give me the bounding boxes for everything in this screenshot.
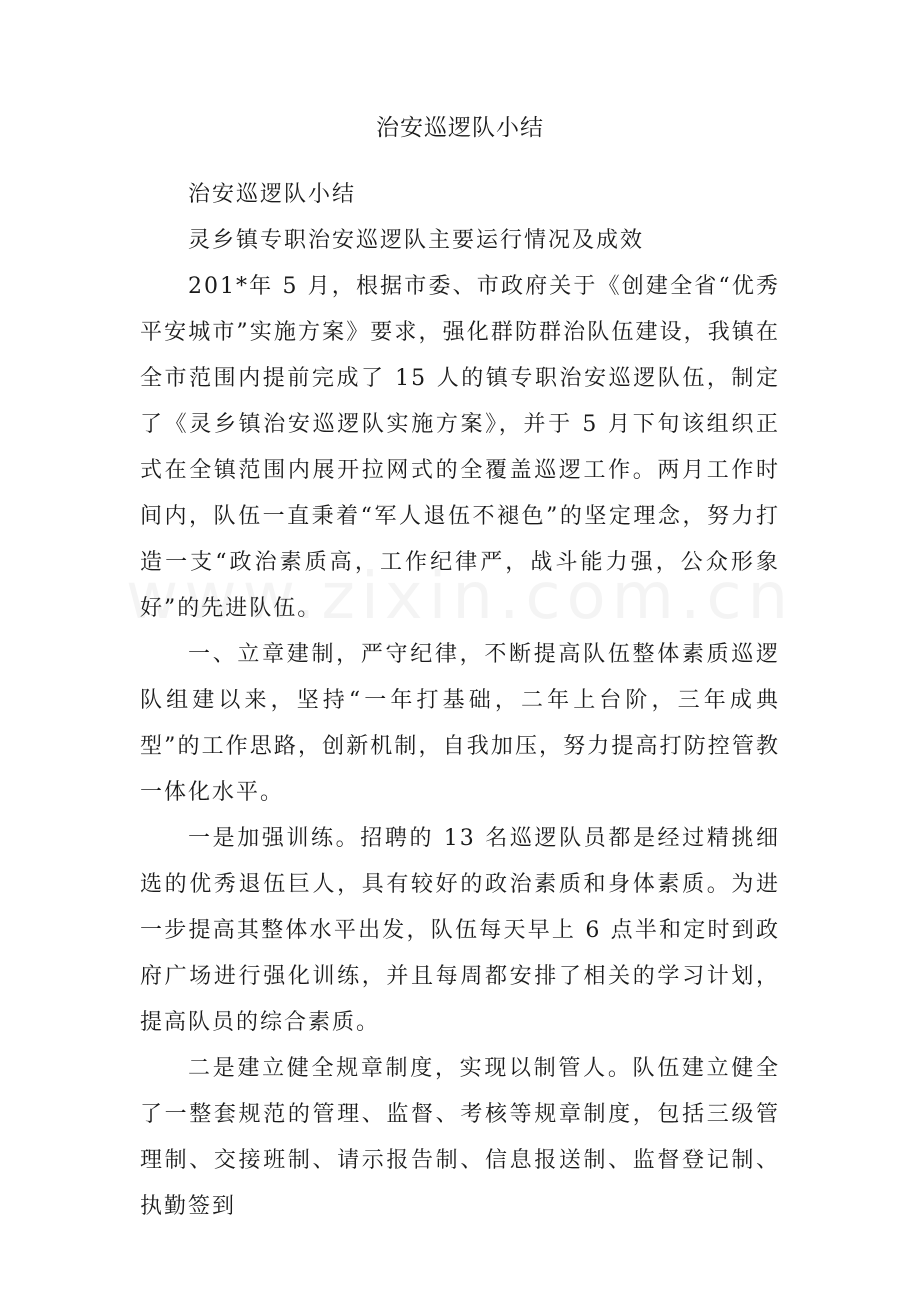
paragraph-intro: 201*年 5 月，根据市委、市政府关于《创建全省“优秀平安城市”实施方案》要求，强化群防群治队伍建设，我镇在全市范围内提前完成了 15 人的镇专职治安巡逻队伍，制定了《灵乡镇治安巡逻队实施方案》，并于 5 月下旬该组织正式在全镇范围内展开拉网式的全覆盖巡逻工作。两月工作时间内，队伍一直秉着“军人退伍不褪色”的坚定理念，努力打造一支“政治素质高，工作纪律严，战斗能力强，公众形象好”的先进队伍。 <box>140 274 780 621</box>
document-body <box>140 172 780 1230</box>
paragraph-regulations: 二是建立健全规章制度，实现以制管人。队伍建立健全了一整套规范的管理、监督、考核等规章制度，包括三级管理制、交接班制、请示报告制、信息报送制、监督登记制、执勤签到 <box>140 1056 780 1219</box>
paragraph-training: 一是加强训练。招聘的 13 名巡逻队员都是经过精挑细选的优秀退伍巨人，具有较好的政治素质和身体素质。为进一步提高其整体水平出发，队伍每天早上 6 点半和定时到政府广场进行强化训练，并且每周都安排了相关的学习计划，提高队员的综合素质。 <box>140 826 780 1035</box>
paragraph-section-one: 一、立章建制，严守纪律，不断提高队伍整体素质巡逻队组建以来，坚持“一年打基础，二年上台阶，三年成典型”的工作思路，创新机制，自我加压，努力提高打防控管教一体化水平。 <box>140 642 780 805</box>
document-title: 治安巡逻队小结 <box>376 115 544 141</box>
paragraph-subtitle: 治安巡逻队小结 <box>188 182 357 207</box>
paragraph-heading: 灵乡镇专职治安巡逻队主要运行情况及成效 <box>188 228 645 253</box>
